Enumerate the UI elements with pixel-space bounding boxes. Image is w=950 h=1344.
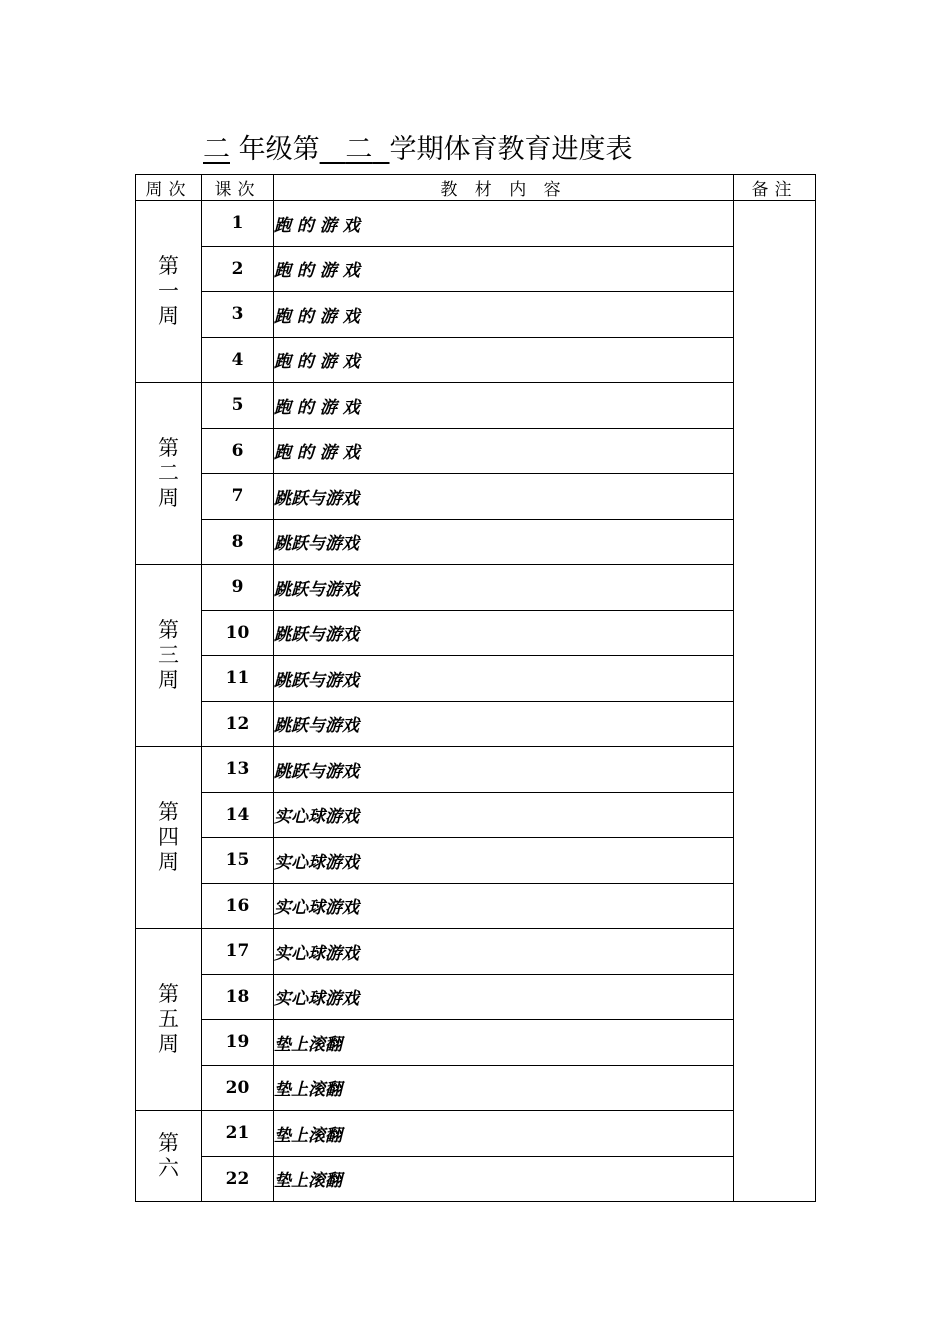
lesson-number: 20 (202, 1065, 274, 1111)
week-label-char: 周 (158, 668, 179, 692)
week-label-char: 第 (158, 254, 179, 278)
week-label-char: 三 (158, 643, 179, 667)
week-label (136, 201, 202, 383)
table-row (136, 383, 816, 429)
table-row (136, 246, 816, 292)
table-row (136, 883, 816, 929)
header-content: 教 材 内 容 (274, 175, 734, 201)
lesson-content: 实心球游戏 (274, 883, 734, 929)
table-row (136, 974, 816, 1020)
week-label (136, 929, 202, 1111)
table-row (136, 292, 816, 338)
lesson-number: 11 (202, 656, 274, 702)
lesson-content: 跑 的 游 戏 (274, 246, 734, 292)
lesson-content: 跳跃与游戏 (274, 474, 734, 520)
week-label (136, 1111, 202, 1202)
header-row (136, 175, 816, 201)
table-row (136, 1065, 816, 1111)
table-row (136, 792, 816, 838)
lesson-content: 跑 的 游 戏 (274, 383, 734, 429)
lesson-content: 跑 的 游 戏 (274, 292, 734, 338)
lesson-number: 8 (202, 519, 274, 565)
lesson-content: 跳跃与游戏 (274, 565, 734, 611)
header-lesson: 课次 (202, 175, 274, 201)
lesson-number: 10 (202, 610, 274, 656)
lesson-content: 跳跃与游戏 (274, 656, 734, 702)
page-title (0, 128, 950, 172)
week-label-char: 四 (158, 825, 179, 849)
lesson-number: 18 (202, 974, 274, 1020)
title-grade-suffix: 年级第 (238, 134, 320, 165)
lesson-number: 17 (202, 929, 274, 975)
lesson-number: 9 (202, 565, 274, 611)
lesson-content: 跳跃与游戏 (274, 747, 734, 793)
lesson-content: 垫上滚翻 (274, 1111, 734, 1157)
lesson-number: 2 (202, 246, 274, 292)
week-label-char: 第 (158, 1131, 179, 1155)
schedule-body (136, 201, 816, 1202)
table-row (136, 428, 816, 474)
lesson-number: 4 (202, 337, 274, 383)
week-label-char: 二 (158, 461, 179, 485)
lesson-number: 6 (202, 428, 274, 474)
lesson-number: 12 (202, 701, 274, 747)
table-row (136, 201, 816, 247)
table-row (136, 701, 816, 747)
notes-cell (734, 201, 816, 1202)
schedule-table (135, 174, 816, 1202)
week-label (136, 747, 202, 929)
table-row (136, 838, 816, 884)
table-row (136, 610, 816, 656)
week-label-char: 第 (158, 982, 179, 1006)
lesson-number: 22 (202, 1156, 274, 1202)
table-row (136, 747, 816, 793)
lesson-content: 跑 的 游 戏 (274, 337, 734, 383)
lesson-content: 垫上滚翻 (274, 1156, 734, 1202)
table-row (136, 565, 816, 611)
lesson-number: 7 (202, 474, 274, 520)
lesson-content: 跑 的 游 戏 (274, 428, 734, 474)
week-label-char: 五 (158, 1007, 179, 1031)
week-label (136, 383, 202, 565)
header-notes: 备注 (734, 175, 816, 201)
table-row (136, 929, 816, 975)
lesson-number: 5 (202, 383, 274, 429)
lesson-number: 3 (202, 292, 274, 338)
title-grade: 二 (203, 134, 230, 165)
week-label-char: 第 (158, 800, 179, 824)
lesson-number: 16 (202, 883, 274, 929)
lesson-content: 跑 的 游 戏 (274, 201, 734, 247)
lesson-number: 15 (202, 838, 274, 884)
lesson-content: 跳跃与游戏 (274, 519, 734, 565)
lesson-number: 19 (202, 1020, 274, 1066)
table-row (136, 1156, 816, 1202)
week-label-char: 周 (158, 304, 179, 328)
title-rest: 学期体育教育进度表 (389, 134, 633, 165)
lesson-content: 实心球游戏 (274, 974, 734, 1020)
table-row (136, 337, 816, 383)
lesson-content: 垫上滚翻 (274, 1020, 734, 1066)
lesson-number: 14 (202, 792, 274, 838)
week-label-char: 周 (158, 850, 179, 874)
lesson-content: 跳跃与游戏 (274, 701, 734, 747)
table-row (136, 474, 816, 520)
lesson-content: 垫上滚翻 (274, 1065, 734, 1111)
week-label-char: 第 (158, 436, 179, 460)
lesson-content: 实心球游戏 (274, 838, 734, 884)
table-row (136, 1020, 816, 1066)
table-row (136, 519, 816, 565)
lesson-content: 实心球游戏 (274, 792, 734, 838)
week-label-char: 六 (158, 1156, 179, 1180)
week-label-char: 第 (158, 618, 179, 642)
lesson-content: 跳跃与游戏 (274, 610, 734, 656)
title-semester: 二 (345, 134, 373, 165)
week-label-char: 周 (158, 486, 179, 510)
lesson-number: 13 (202, 747, 274, 793)
header-week: 周次 (136, 175, 202, 201)
lesson-number: 1 (202, 201, 274, 247)
week-label (136, 565, 202, 747)
lesson-content: 实心球游戏 (274, 929, 734, 975)
lesson-number: 21 (202, 1111, 274, 1157)
table-row (136, 1111, 816, 1157)
table-row (136, 656, 816, 702)
week-label-char: 周 (158, 1032, 179, 1056)
week-label-char: 一 (158, 279, 179, 303)
